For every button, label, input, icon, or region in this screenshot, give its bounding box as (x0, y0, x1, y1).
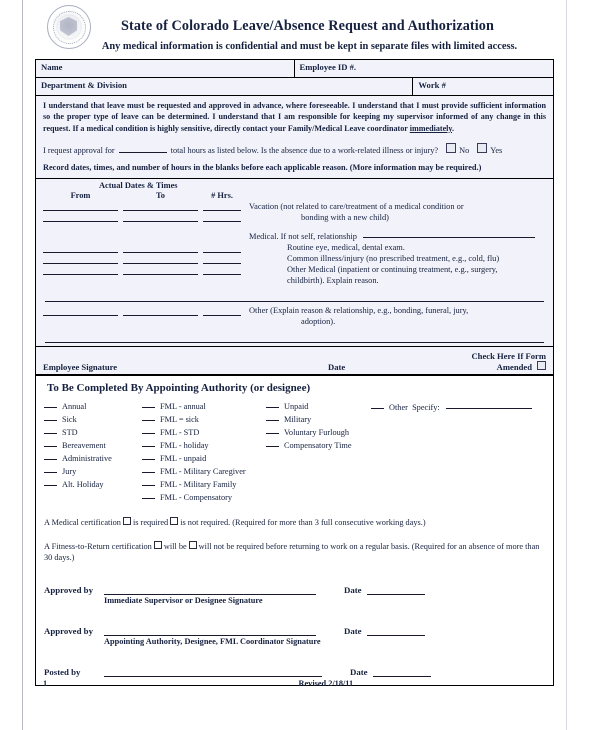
leave-type-column-4 (371, 399, 521, 503)
leave-option-other-label: Other (389, 402, 408, 412)
medical-row-2 (43, 253, 546, 264)
medical-relationship-input[interactable] (363, 228, 535, 238)
leave-option-military-blank[interactable] (266, 412, 279, 421)
work-number-field[interactable]: Work # (418, 80, 446, 90)
medical-spacer-hrs-4 (203, 276, 241, 286)
dates-column-headers (43, 191, 546, 200)
medical-header-wrap (249, 228, 535, 241)
leave-option-unpaid-label: Unpaid (284, 401, 309, 411)
leave-option-fml-sick-blank[interactable] (142, 412, 155, 421)
medical-certification-line (44, 517, 545, 529)
other-to-input[interactable] (123, 306, 198, 316)
understanding-text-part2: . (452, 123, 455, 133)
leave-option-annual[interactable] (44, 399, 142, 412)
leave-option-fml-military-caregiver-label: FML - Military Caregiver (160, 467, 246, 477)
leave-type-column-3 (266, 399, 371, 503)
column-header-from: From (70, 191, 91, 201)
fitness-will-not-be-checkbox[interactable] (189, 541, 197, 549)
leave-option-compensatory-time-blank[interactable] (266, 438, 279, 447)
leave-type-column-2 (142, 399, 266, 503)
approval-signature-input-supervisor[interactable] (104, 584, 316, 595)
medical-spacer-from-4 (43, 276, 118, 286)
leave-type-column-1 (44, 399, 142, 503)
footer-page-number: 1 (43, 679, 48, 688)
other-spacer-to (123, 317, 198, 327)
leave-option-fml-holiday-blank[interactable] (142, 438, 155, 447)
leave-option-std[interactable] (44, 425, 142, 438)
actual-dates-header: Actual Dates & Times (99, 181, 178, 191)
leave-reasons-section (36, 179, 553, 346)
approval-date-input-posted[interactable] (373, 666, 431, 677)
department-division-field[interactable]: Department & Division (36, 78, 413, 95)
appointing-authority-section (35, 376, 554, 686)
leave-option-unpaid-blank[interactable] (266, 399, 279, 408)
leave-option-sick-label: Sick (62, 414, 77, 424)
approval-row-posted (44, 666, 545, 677)
approval-date-label-authority: Date (344, 625, 362, 636)
vacation-from-input-1[interactable] (43, 201, 118, 211)
work-related-yes-label: Yes (490, 146, 503, 156)
vacation-hours-input-1[interactable] (203, 201, 241, 211)
understanding-emphasis: immediately (409, 123, 453, 133)
medical-to-input-2[interactable] (123, 254, 198, 264)
understanding-paragraph (43, 100, 546, 134)
leave-option-fml-holiday[interactable] (142, 438, 266, 451)
approval-signature-input-posted[interactable] (104, 666, 322, 677)
upper-form-table (35, 59, 554, 376)
other-spacer-from (43, 317, 118, 327)
medical-from-input-2[interactable] (43, 254, 118, 264)
leave-option-fml-unpaid-blank[interactable] (142, 451, 155, 460)
leave-option-fml-compensatory-label: FML - Compensatory (160, 493, 233, 503)
vacation-row-2 (43, 211, 546, 222)
leave-option-fml-std-blank[interactable] (142, 425, 155, 434)
record-instruction-label: Record dates, times, and number of hours in the blanks before each applicable reason. (More information may be required.) (43, 163, 482, 173)
leave-option-compensatory-time-label: Compensatory Time (284, 440, 352, 450)
leave-option-fml-compensatory[interactable] (142, 490, 266, 503)
form-amended-label-line2: Amended (496, 361, 532, 372)
name-row (36, 60, 553, 78)
medical-header-spacer-hrs (203, 232, 241, 242)
name-field[interactable]: Name (36, 60, 295, 77)
fitness-text-2: will be (163, 541, 187, 551)
approval-date-input-authority[interactable] (367, 625, 425, 636)
leave-option-other[interactable] (371, 399, 521, 413)
leave-option-sick-blank[interactable] (44, 412, 57, 421)
leave-option-military-label: Military (284, 414, 312, 424)
form-amended-group (448, 351, 546, 372)
vacation-hours-input-2[interactable] (203, 212, 241, 222)
request-prefix-label: I request approval for (43, 146, 115, 156)
leave-option-fml-std[interactable] (142, 425, 266, 438)
medical-cert-text-2: is required (132, 518, 169, 528)
approval-caption-authority: Appointing Authority, Designee, FML Coordinator Signature (104, 636, 321, 646)
other-row-2 (43, 316, 546, 327)
medical-cert-text-1: A Medical certification (44, 518, 121, 528)
work-related-no-checkbox[interactable] (446, 143, 456, 153)
other-spacer-hrs (203, 317, 241, 327)
leave-option-administrative-label: Administrative (62, 453, 112, 463)
other-label-line2: adoption). (301, 317, 336, 327)
leave-option-fml-std-label: FML - STD (160, 427, 200, 437)
leave-option-voluntary-furlough-blank[interactable] (266, 425, 279, 434)
approval-date-label-posted: Date (350, 666, 368, 677)
leave-type-columns (44, 399, 545, 503)
medical-hours-input-1[interactable] (203, 243, 241, 253)
leave-option-specify-input[interactable] (446, 399, 532, 409)
leave-option-fml-annual[interactable] (142, 399, 266, 412)
leave-option-unpaid[interactable] (266, 399, 371, 412)
medical-label-childbirth: childbirth). Explain reason. (287, 276, 379, 286)
work-related-yes-checkbox[interactable] (477, 143, 487, 153)
leave-option-administrative[interactable] (44, 451, 142, 464)
employee-signature-field[interactable]: Employee Signature (43, 361, 118, 372)
page-footer (35, 679, 554, 688)
leave-option-fml-sick-label: FML = sick (160, 414, 199, 424)
confidentiality-notice: Any medical information is confidential and must be kept in separate files with limited access. (101, 41, 518, 52)
leave-option-annual-label: Annual (62, 401, 87, 411)
medical-to-input-1[interactable] (123, 243, 198, 253)
leave-option-std-label: STD (62, 427, 78, 437)
leave-option-fml-military-caregiver-blank[interactable] (142, 464, 155, 473)
leave-option-fml-military-family-blank[interactable] (142, 477, 155, 486)
leave-option-voluntary-furlough-label: Voluntary Furlough (284, 427, 350, 437)
leave-option-bereavement-blank[interactable] (44, 438, 57, 447)
medical-row-1 (43, 242, 546, 253)
employee-signature-row (36, 347, 553, 376)
fitness-will-be-checkbox[interactable] (154, 541, 162, 549)
medical-row-3 (43, 264, 546, 275)
vacation-row-1 (43, 200, 546, 211)
leave-option-std-blank[interactable] (44, 425, 57, 434)
approval-date-label-supervisor: Date (344, 584, 362, 595)
medical-cert-required-checkbox[interactable] (123, 517, 131, 525)
colorado-state-seal-icon (47, 5, 91, 49)
column-header-to: To (155, 191, 165, 201)
footer-revision: Revised 2/18/11 (298, 679, 354, 688)
approval-date-input-supervisor[interactable] (367, 584, 425, 595)
leave-option-voluntary-furlough[interactable] (266, 425, 371, 438)
leave-option-alt-holiday[interactable] (44, 477, 142, 490)
vacation-to-input-2[interactable] (123, 212, 198, 222)
leave-option-military[interactable] (266, 412, 371, 425)
leave-option-fml-military-family[interactable] (142, 477, 266, 490)
leave-option-administrative-blank[interactable] (44, 451, 57, 460)
approval-caption-supervisor: Immediate Supervisor or Designee Signature (104, 595, 263, 605)
leave-option-specify-label: Specify: (412, 402, 440, 412)
request-suffix-label: total hours as listed below. Is the absence due to a work-related illness or injury? (170, 146, 439, 156)
medical-header-row (43, 228, 546, 241)
leave-option-sick[interactable] (44, 412, 142, 425)
leave-option-fml-sick[interactable] (142, 412, 266, 425)
form-header (23, 0, 566, 59)
medical-from-input-3[interactable] (43, 265, 118, 275)
employee-id-field[interactable]: Employee ID #. (299, 62, 357, 72)
leave-option-fml-military-family-label: FML - Military Family (160, 480, 237, 490)
work-related-no-label: No (459, 146, 470, 156)
approval-row-supervisor (44, 584, 545, 595)
leave-option-alt-holiday-label: Alt. Holiday (62, 480, 104, 490)
approval-label-authority: Approved by (44, 625, 93, 636)
vacation-from-input-2[interactable] (43, 212, 118, 222)
leave-option-annual-blank[interactable] (44, 399, 57, 408)
other-row-1 (43, 305, 546, 316)
medical-row-4 (43, 275, 546, 286)
approval-label-supervisor: Approved by (44, 584, 93, 595)
understanding-text-part1: I understand that leave must be requested and approved in advance, where foreseeable. I understand that I must provide sufficient information so the proper type of leave can be determined. I understand that I am responsible for keeping my supervisor informed of any change in this request. If a medical condition is highly sensitive, directly contact your Family/Medical Leave coordinator (43, 101, 546, 133)
page-title: State of Colorado Leave/Absence Request and Authorization (121, 18, 494, 34)
fitness-text-3: will not be required before returning to work on a regular basis. (Required for an absence of more than 30 days.) (44, 541, 540, 563)
medical-from-input-1[interactable] (43, 243, 118, 253)
leave-option-bereavement-label: Bereavement (62, 440, 106, 450)
form-amended-label-line2-wrap (448, 361, 546, 372)
approval-signature-input-authority[interactable] (104, 625, 316, 636)
leave-option-fml-unpaid[interactable] (142, 451, 266, 464)
leave-option-fml-military-caregiver[interactable] (142, 464, 266, 477)
leave-option-bereavement[interactable] (44, 438, 142, 451)
approval-label-posted: Posted by (44, 666, 81, 677)
medical-header-spacer-to (123, 232, 198, 242)
fitness-text-1: A Fitness-to-Return certification (44, 541, 152, 551)
medical-label-routine-exam: Routine eye, medical, dental exam. (287, 243, 405, 253)
other-from-input[interactable] (43, 306, 118, 316)
appointing-authority-title: To Be Completed By Appointing Authority (or designee) (47, 381, 311, 394)
leave-option-jury-label: Jury (62, 467, 77, 477)
medical-header-label: Medical. If not self, relationship (249, 232, 357, 242)
vacation-to-input-1[interactable] (123, 201, 198, 211)
leave-option-alt-holiday-blank[interactable] (44, 477, 57, 486)
approval-row-authority (44, 625, 545, 636)
medical-to-input-3[interactable] (123, 265, 198, 275)
leave-option-fml-compensatory-blank[interactable] (142, 490, 155, 499)
department-row (36, 78, 553, 96)
form-amended-label-line1: Check Here If Form (471, 350, 546, 361)
request-approval-line (43, 143, 546, 155)
leave-option-jury[interactable] (44, 464, 142, 477)
other-explanation-input[interactable] (45, 331, 544, 343)
medical-spacer-to-4 (123, 276, 198, 286)
form-amended-checkbox[interactable] (537, 361, 546, 370)
other-hours-input[interactable] (203, 306, 241, 316)
other-label-line1: Other (Explain reason & relationship, e.g., bonding, funeral, jury, (249, 306, 469, 316)
leave-option-fml-annual-label: FML - annual (160, 401, 206, 411)
medical-hours-input-2[interactable] (203, 254, 241, 264)
medical-header-spacer-from (43, 232, 118, 242)
leave-option-fml-holiday-label: FML - holiday (160, 440, 209, 450)
leave-option-fml-unpaid-label: FML - unpaid (160, 453, 207, 463)
total-hours-input[interactable] (119, 144, 167, 153)
leave-option-other-blank[interactable] (371, 400, 384, 409)
medical-cert-text-3: is not required. (Required for more than 3 full consecutive working days.) (180, 518, 426, 528)
column-header-hours: # Hrs. (211, 191, 233, 201)
medical-explanation-input[interactable] (45, 290, 544, 302)
medical-label-common-illness: Common illness/injury (no prescribed treatment, e.g., cold, flu) (287, 254, 500, 264)
vacation-label-line1: Vacation (not related to care/treatment of a medical condition or (249, 202, 464, 212)
understanding-statement-block (36, 96, 553, 179)
leave-option-jury-blank[interactable] (44, 464, 57, 473)
medical-cert-not-required-checkbox[interactable] (170, 517, 178, 525)
fitness-to-return-line (44, 541, 545, 564)
form-page (22, 0, 567, 730)
leave-option-fml-annual-blank[interactable] (142, 399, 155, 408)
medical-hours-input-3[interactable] (203, 265, 241, 275)
employee-signature-date-field[interactable]: Date (328, 361, 346, 372)
medical-label-other-medical: Other Medical (inpatient or continuing treatment, e.g., surgery, (287, 265, 498, 275)
vacation-label-line2: bonding with a new child) (301, 213, 389, 223)
leave-option-compensatory-time[interactable] (266, 438, 371, 451)
